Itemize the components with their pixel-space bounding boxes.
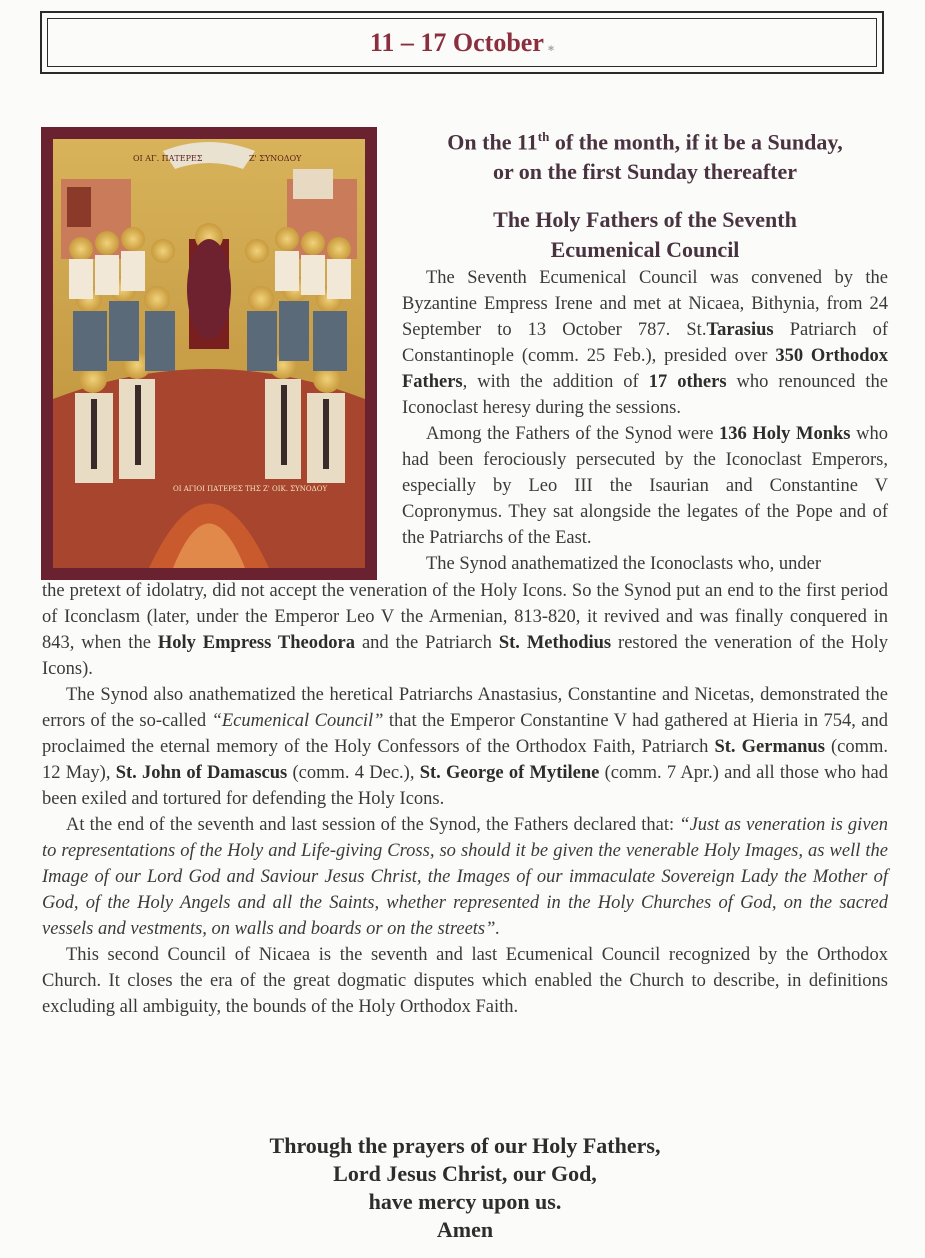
p5-italic-declaration: “Just as veneration is given to representations of the Holy and Life-giving Cross, so should it be given the venerable Holy Images, as well the Image of our Lord God and Saviour Jesus Christ, the Images of our immaculate Sovereign Lady the Mother of God, of the Holy Angels and all the Saints, whether represented in the Holy Churches of God, on the sacred vessels and vestments, on walls and boards or on the streets”. [42,815,888,939]
rubric-line1-pre: On the 11 [447,129,538,155]
header-box [40,11,884,74]
rubric-line1-post: of the month, if it be a Sunday, [549,129,843,155]
p1-bold-350-fathers: 350 Orthodox Fathers [402,346,888,393]
p3-text-b: the pretext of idolatry, did not accept the veneration of the Holy Icons. So the Synod put an end to the first period of Iconclasm (later, under the Emperor Leo V the Armenian, 813-820, it revived and was finally conquered in 843, when the [42,581,888,653]
paragraph-3-continued [42,578,888,682]
icon-image-frame [41,127,377,580]
p3-text-a: The Synod anathematized the Iconoclasts who, under [426,554,822,575]
p4-bold-germanus: St. Germanus [714,737,825,757]
icon-caption-bottom: ΟΙ ΑΓΙΟΙ ΠΑΤΕΡΕΣ ΤΗΣ Ζ' ΟΙΚ. ΣΥΝΟΔΟΥ [173,485,328,493]
icon-caption-right: Ζ' ΣΥΝΟΔΟΥ [249,154,302,163]
p1-text-g: who renounced the Iconoclast heresy during the sessions. [402,372,888,419]
p2-text-c: who had been ferociously persecuted by the Iconoclast Emperors, especially by Leo III the Isaurian and Constantine V Copronymus. They sat alongside the legates of the Pope and of the Patriarchs of the East. [402,424,888,549]
paragraph-6 [42,942,888,1020]
p2-bold-136-monks: 136 Holy Monks [719,424,851,445]
p2-text-a: Among the Fathers of the Synod were [426,424,720,445]
full-width-text [42,578,888,1020]
paragraph-4 [42,682,888,812]
rubric-line2: or on the first Sunday thereafter [492,159,798,185]
p3-text-d: and the Patriarch [355,633,499,653]
feast-title-line2: Ecumenical Council [550,237,740,263]
p4-bold-john-damascus: St. John of Damascus [115,763,288,783]
paragraph-3-start [402,551,888,577]
p4-text-c: that the Emperor Constantine V had gathered at Hieria in 754, and proclaimed the eternal memory of the Holy Confessors of the Orthodox Faith, Patriarch [42,711,888,757]
p3-bold-theodora: Holy Empress Theodora [157,633,356,653]
prayer-line2: Lord Jesus Christ, our God, [333,1161,597,1186]
p4-text-i: (comm. 7 Apr.) and all those who had been exiled and tortured for defending the Holy Icons. [42,763,889,809]
page-title [370,28,554,58]
p1-text-a: The Seventh Ecumenical Council was convened by the Byzantine Empress Irene and met at Nicaea, Bithynia, from 24 September to 13 October 787. St. [402,268,888,341]
closing-prayer [150,1132,780,1244]
p6-text-a: This second Council of Nicaea is the seventh and last Ecumenical Council recognized by the Orthodox Church. It closes the era of the great dogmatic disputes which enabled the Church to describe, in definitions excluding all ambiguity, the bounds of the Holy Orthodox Faith. [42,945,888,1017]
paragraph-1 [402,265,888,421]
p4-text-a: The Synod also anathematized the heretical Patriarchs Anastasius, Constantine and Nicetas, demonstrated the errors of the so-called [42,685,888,731]
header-inner-box [47,18,877,67]
p4-bold-george-mytilene: St. George of Mytilene [419,763,600,783]
date-range: 11 – 17 October [369,27,544,57]
p1-bold-tarasius: Tarasius [706,320,774,341]
p1-text-e: , with the addition of [462,372,649,393]
prayer-line3: have mercy upon us. [368,1189,562,1214]
p4-text-g: (comm. 4 Dec.), [287,763,420,783]
p4-italic-council: “Ecumenical Council” [211,711,384,731]
feast-title-line1: The Holy Fathers of the Seventh [493,207,797,233]
council-icon-image [53,139,365,568]
p1-text-c: Patriarch of Constantinople (comm. 25 Feb.), presided over [402,320,888,367]
paragraph-5 [42,812,888,942]
ornament-mark: ⁎ [547,39,555,54]
feast-title [402,205,888,265]
p3-bold-methodius: St. Methodius [498,633,612,653]
p3-text-f: restored the veneration of the Holy Icons). [42,633,888,679]
prayer-amen: Amen [436,1217,494,1242]
p4-text-e: (comm. 12 May), [42,737,889,783]
prayer-line1: Through the prayers of our Holy Fathers, [269,1133,661,1158]
feast-rubric [402,122,888,187]
side-text-column [402,122,888,577]
icon-caption-left: ΟΙ ΑΓ. ΠΑΤΕΡΕΣ [133,154,203,163]
paragraph-2 [402,421,888,551]
rubric-sup: th [537,129,550,144]
p5-text-a: At the end of the seventh and last session of the Synod, the Fathers declared that: [66,815,680,835]
p1-bold-17-others: 17 others [648,372,727,393]
